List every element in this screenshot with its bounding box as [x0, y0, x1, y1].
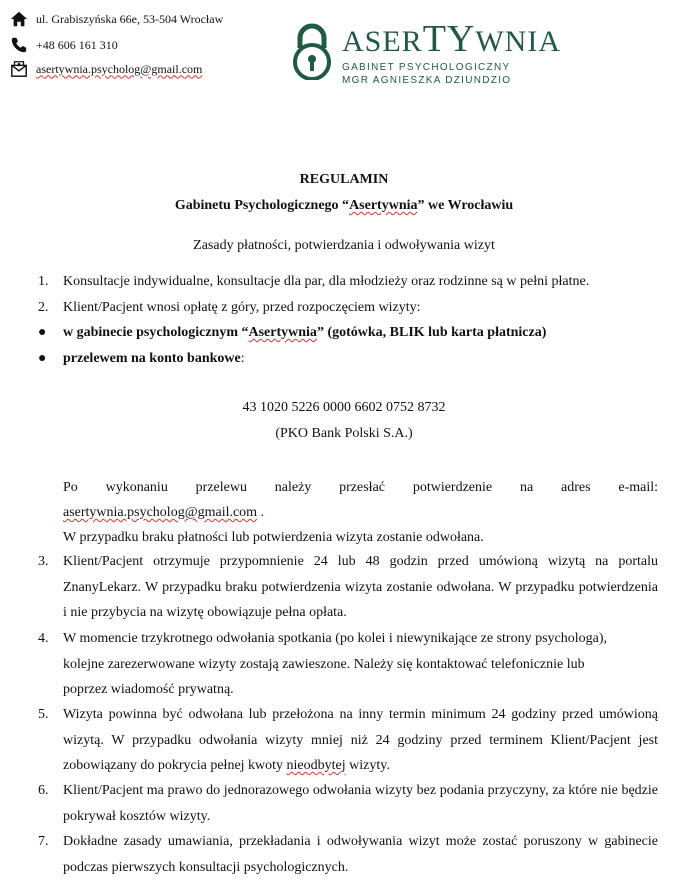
logo-name	[342, 18, 561, 60]
list-item	[38, 626, 658, 703]
home-icon	[10, 10, 28, 28]
item-text: Klient/Pacjent ma prawo do jednorazowego odwołania wizyty bez podania przyczyny, za które nie będzie pokrywał kosztów wizyty.	[63, 783, 658, 824]
subtitle-brand: Asertywnia	[349, 198, 418, 213]
item-text	[63, 702, 658, 779]
padlock-icon	[292, 22, 332, 80]
logo-subtitle-1: GABINET PSYCHOLOGICZNY	[342, 62, 511, 73]
transfer-email-line	[63, 500, 658, 526]
bullet-item	[38, 346, 658, 372]
phone-line	[10, 36, 118, 54]
doc-title: REGULAMIN	[299, 172, 389, 187]
item4-line3: poprzez wiadomość prywatną.	[63, 682, 234, 697]
item5-b: nieodbytej	[286, 758, 346, 773]
bullet2-colon: :	[240, 351, 245, 366]
item-number: 7.	[38, 834, 49, 849]
subtitle-a: Gabinetu Psychologicznego “	[174, 198, 350, 213]
item-number: 5.	[38, 707, 49, 722]
address-text: ul. Grabiszyńska 66e, 53-504 Wrocław	[36, 11, 224, 26]
item-text: Dokładne zasady umawiania, przekładania i odwoływania wizyt może zostać poruszony w gabinecie podczas pierwszych konsultacji psychologicznych.	[63, 834, 658, 875]
phone-text[interactable]: +48 606 161 310	[36, 37, 118, 52]
item5-c: wizyty.	[345, 758, 390, 773]
list-item	[38, 549, 658, 626]
bullet-item	[38, 320, 658, 346]
bullet-mark: ●	[38, 325, 47, 340]
bullet1-brand: Asertywnia	[248, 325, 317, 340]
email-line	[10, 60, 202, 78]
item-text	[63, 626, 658, 703]
phone-icon	[10, 36, 28, 54]
logo-name-c: WNIA	[475, 25, 561, 58]
doc-subtitle	[0, 198, 688, 214]
address-line	[10, 10, 223, 28]
item-number: 2.	[38, 300, 49, 315]
no-payment-note: W przypadku braku płatności lub potwierdzenia wizyta zostanie odwołana.	[63, 530, 484, 545]
item-text: Klient/Pacjent otrzymuje przypomnienie 24 lub 48 godzin przed umówioną wizytą na portalu ZnanyLekarz. W przypadku braku potwierdzenia wizyta zostanie odwołana. W przypadku potwierdzenia i nie przybycia na wizytę obowiązuje pełna opłata.	[63, 554, 658, 620]
item-number: 3.	[38, 554, 49, 569]
bullet-text	[63, 320, 658, 346]
list-item	[38, 702, 658, 779]
list-item	[38, 829, 658, 880]
item4-line2: kolejne zarezerwowane wizyty zostają zawieszone. Należy się kontaktować telefonicznie lub	[63, 656, 585, 672]
transfer-email-dot: .	[257, 505, 265, 520]
item4-line1: W momencie trzykrotnego odwołania spotkania (po kolei i niewynikające ze strony psychologa),	[63, 631, 608, 646]
bullet-text	[63, 346, 658, 372]
bank-account-number: 43 1020 5226 0000 6602 0752 8732	[242, 400, 446, 415]
logo	[292, 18, 561, 87]
item-text: Konsultacje indywidualne, konsultacje dla par, dla młodzieży oraz rodzinne są w pełni płatne.	[63, 274, 590, 289]
bullet2-text: przelewem na konto bankowe	[63, 351, 241, 366]
bullet1-c: ” (gotówka, BLIK lub karta płatnicza)	[316, 325, 547, 340]
transfer-email-link[interactable]: asertywnia.psycholog@gmail.com	[63, 505, 258, 520]
email-icon	[10, 60, 28, 78]
item-number: 4.	[38, 631, 49, 646]
list-item	[38, 269, 658, 295]
section-heading: Zasady płatności, potwierdzania i odwoływania wizyt	[193, 238, 495, 253]
logo-name-a: ASER	[342, 25, 423, 58]
bullet-mark: ●	[38, 351, 47, 366]
item-text: Klient/Pacjent wnosi opłatę z góry, przed rozpoczęciem wizyty:	[63, 300, 421, 315]
item-number: 6.	[38, 783, 49, 798]
item-number: 1.	[38, 274, 49, 289]
list-item	[38, 778, 658, 829]
item5-a: Wizyta powinna być odwołana lub przełożona na inny termin minimum 24 godziny przed umówioną wizytą. W przypadku odwołania wizyty mniej niż 24 godziny przed terminem Klient/Pacjent jest zobowiązany do pokrycia pełnej kwoty	[63, 707, 658, 773]
logo-subtitle-2: MGR AGNIESZKA DZIUNDZIO	[342, 75, 512, 86]
email-link[interactable]: asertywnia.psycholog@gmail.com	[36, 61, 203, 76]
bank-name: (PKO Bank Polski S.A.)	[275, 426, 413, 441]
bullet1-a: w gabinecie psychologicznym “	[63, 325, 249, 340]
list-item	[38, 295, 658, 321]
transfer-instruction: Po wykonaniu przelewu należy przesłać potwierdzenie na adres e-mail:	[63, 480, 658, 495]
logo-name-b: TY	[422, 18, 476, 60]
subtitle-c: ” we Wrocławiu	[417, 198, 514, 213]
